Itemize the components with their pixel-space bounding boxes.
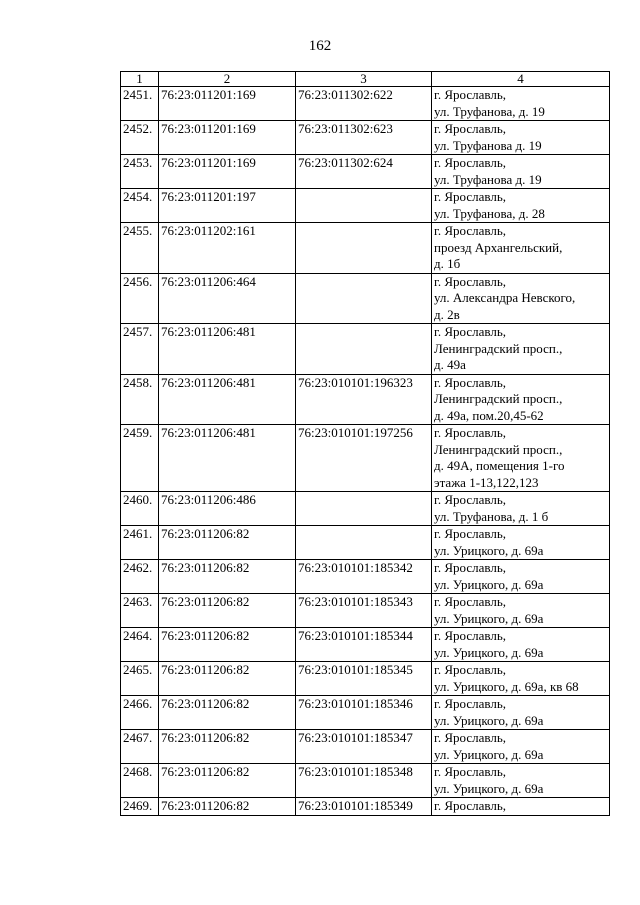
address-line: ул. Урицкого, д. 69а: [434, 780, 544, 796]
address-line: ул. Александра Невского,: [434, 290, 576, 305]
table-row: [121, 425, 610, 492]
address-line: г. Ярославль,: [434, 223, 507, 238]
address-line: г. Ярославль,: [434, 273, 507, 289]
land-cadastral-number: 76:23:011206:481: [159, 425, 296, 492]
table-row: [121, 696, 610, 730]
address: [432, 121, 610, 155]
address-line: ул. Труфанова д. 19: [434, 137, 542, 153]
row-number: 2469.: [121, 798, 159, 816]
land-cadastral-number: 76:23:011202:161: [159, 223, 296, 274]
address-line: г. Ярославль,: [434, 764, 507, 779]
land-cadastral-number: 76:23:011206:82: [159, 526, 296, 560]
address-line: ул. Урицкого, д. 69а: [434, 576, 544, 592]
land-cadastral-number: 76:23:011206:82: [159, 696, 296, 730]
row-number: 2456.: [121, 273, 159, 324]
table-row: [121, 273, 610, 324]
object-cadastral-number: 76:23:010101:196323: [296, 374, 432, 425]
address: [432, 155, 610, 189]
object-cadastral-number: [296, 223, 432, 274]
column-header-4: 4: [432, 72, 610, 87]
table-row: [121, 526, 610, 560]
header-row: [121, 72, 610, 87]
address-line: ул. Труфанова, д. 19: [434, 103, 545, 119]
page-number: 162: [308, 38, 332, 54]
object-cadastral-number: 76:23:010101:185342: [296, 560, 432, 594]
address: [432, 594, 610, 628]
table-row: [121, 121, 610, 155]
table-row: [121, 798, 610, 816]
row-number: 2458.: [121, 374, 159, 425]
address-line: г. Ярославль,: [434, 526, 507, 541]
address-line: д. 49а, пом.20,45-62: [434, 407, 544, 423]
address-line: г. Ярославль,: [434, 374, 507, 390]
address: [432, 628, 610, 662]
table-row: [121, 492, 610, 526]
column-header-1: 1: [121, 72, 159, 87]
address: [432, 273, 610, 324]
table-row: [121, 87, 610, 121]
table-row: [121, 560, 610, 594]
address-line: Ленинградский просп.,: [434, 340, 563, 356]
address-line: г. Ярославль,: [434, 560, 507, 575]
row-number: 2460.: [121, 492, 159, 526]
address-line: г. Ярославль,: [434, 155, 507, 170]
land-cadastral-number: 76:23:011201:169: [159, 155, 296, 189]
column-header-3: 3: [296, 72, 432, 87]
table-row: [121, 594, 610, 628]
row-number: 2457.: [121, 324, 159, 375]
table-row: [121, 374, 610, 425]
address-line: ул. Урицкого, д. 69а: [434, 746, 544, 762]
object-cadastral-number: 76:23:011302:624: [296, 155, 432, 189]
table-row: [121, 764, 610, 798]
column-header-2: 2: [159, 72, 296, 87]
address-line: ул. Урицкого, д. 69а: [434, 644, 544, 660]
address-line: Ленинградский просп.,: [434, 441, 563, 457]
row-number: 2462.: [121, 560, 159, 594]
address-line: д. 49А, помещения 1-го: [434, 458, 565, 473]
land-cadastral-number: 76:23:011201:169: [159, 121, 296, 155]
row-number: 2464.: [121, 628, 159, 662]
table-row: [121, 189, 610, 223]
object-cadastral-number: 76:23:010101:197256: [296, 425, 432, 492]
object-cadastral-number: 76:23:011302:623: [296, 121, 432, 155]
row-number: 2455.: [121, 223, 159, 274]
object-cadastral-number: 76:23:010101:185343: [296, 594, 432, 628]
row-number: 2461.: [121, 526, 159, 560]
address: [432, 425, 610, 492]
land-cadastral-number: 76:23:011201:169: [159, 87, 296, 121]
registry-table: [120, 71, 610, 816]
address: [432, 526, 610, 560]
object-cadastral-number: [296, 324, 432, 375]
address-line: г. Ярославль,: [434, 121, 507, 136]
object-cadastral-number: [296, 492, 432, 526]
address-line: д. 1б: [434, 256, 461, 271]
object-cadastral-number: 76:23:010101:185348: [296, 764, 432, 798]
address-line: г. Ярославль,: [434, 798, 507, 813]
address-line: г. Ярославль,: [434, 594, 507, 609]
row-number: 2452.: [121, 121, 159, 155]
table-body: [121, 87, 610, 816]
object-cadastral-number: [296, 273, 432, 324]
address: [432, 730, 610, 764]
land-cadastral-number: 76:23:011206:82: [159, 662, 296, 696]
object-cadastral-number: 76:23:010101:185349: [296, 798, 432, 816]
object-cadastral-number: 76:23:010101:185347: [296, 730, 432, 764]
address: [432, 696, 610, 730]
address-line: г. Ярославль,: [434, 628, 507, 643]
address: [432, 189, 610, 223]
land-cadastral-number: 76:23:011206:481: [159, 374, 296, 425]
row-number: 2453.: [121, 155, 159, 189]
table-row: [121, 324, 610, 375]
address: [432, 662, 610, 696]
object-cadastral-number: 76:23:010101:185346: [296, 696, 432, 730]
address: [432, 324, 610, 375]
object-cadastral-number: [296, 526, 432, 560]
land-cadastral-number: 76:23:011206:82: [159, 594, 296, 628]
row-number: 2454.: [121, 189, 159, 223]
address-line: ул. Урицкого, д. 69а: [434, 712, 544, 728]
land-cadastral-number: 76:23:011206:82: [159, 798, 296, 816]
address: [432, 374, 610, 425]
land-cadastral-number: 76:23:011206:82: [159, 560, 296, 594]
address-line: г. Ярославль,: [434, 492, 507, 507]
land-cadastral-number: 76:23:011206:464: [159, 273, 296, 324]
address-line: ул. Труфанова, д. 1 б: [434, 508, 549, 524]
row-number: 2459.: [121, 425, 159, 492]
object-cadastral-number: 76:23:011302:622: [296, 87, 432, 121]
object-cadastral-number: 76:23:010101:185344: [296, 628, 432, 662]
object-cadastral-number: 76:23:010101:185345: [296, 662, 432, 696]
address-line: ул. Урицкого, д. 69а: [434, 542, 544, 558]
address-line: г. Ярославль,: [434, 87, 507, 102]
table-row: [121, 730, 610, 764]
row-number: 2466.: [121, 696, 159, 730]
address-line: ул. Труфанова д. 19: [434, 171, 542, 187]
land-cadastral-number: 76:23:011206:82: [159, 764, 296, 798]
address-line: Ленинградский просп.,: [434, 391, 563, 406]
address: [432, 560, 610, 594]
address-line: ул. Труфанова, д. 28: [434, 205, 545, 221]
address-line: г. Ярославль,: [434, 662, 507, 677]
table-row: [121, 223, 610, 274]
address: [432, 798, 610, 816]
table-header: [121, 72, 610, 87]
address-line: г. Ярославль,: [434, 696, 507, 711]
row-number: 2451.: [121, 87, 159, 121]
table-row: [121, 662, 610, 696]
object-cadastral-number: [296, 189, 432, 223]
land-cadastral-number: 76:23:011201:197: [159, 189, 296, 223]
address-line: д. 49а: [434, 357, 466, 372]
row-number: 2467.: [121, 730, 159, 764]
address: [432, 223, 610, 274]
address: [432, 764, 610, 798]
address-line: г. Ярославль,: [434, 324, 507, 339]
address-line: ул. Урицкого, д. 69а: [434, 610, 544, 626]
address-line: ул. Урицкого, д. 69а, кв 68: [434, 678, 579, 694]
address-line: г. Ярославль,: [434, 730, 507, 745]
address-line: д. 2в: [434, 306, 460, 322]
address-line: г. Ярославль,: [434, 425, 507, 440]
address-line: г. Ярославль,: [434, 189, 507, 204]
address: [432, 87, 610, 121]
address-line: этажа 1-13,122,123: [434, 474, 539, 490]
row-number: 2468.: [121, 764, 159, 798]
row-number: 2465.: [121, 662, 159, 696]
row-number: 2463.: [121, 594, 159, 628]
land-cadastral-number: 76:23:011206:82: [159, 730, 296, 764]
land-cadastral-number: 76:23:011206:481: [159, 324, 296, 375]
land-cadastral-number: 76:23:011206:486: [159, 492, 296, 526]
address: [432, 492, 610, 526]
table-row: [121, 628, 610, 662]
land-cadastral-number: 76:23:011206:82: [159, 628, 296, 662]
table-row: [121, 155, 610, 189]
address-line: проезд Архангельский,: [434, 239, 563, 255]
